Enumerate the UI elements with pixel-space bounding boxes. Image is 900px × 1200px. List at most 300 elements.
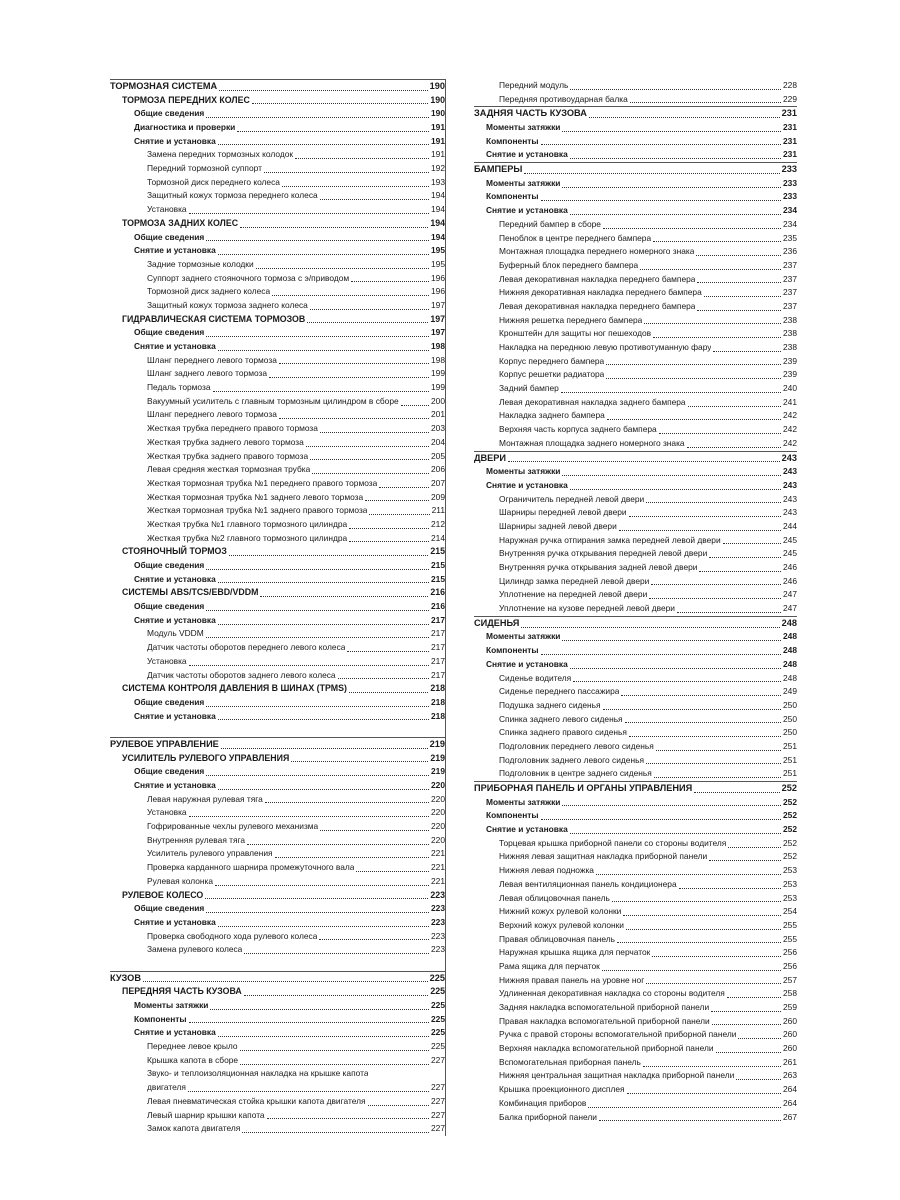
toc-item[interactable]	[474, 437, 797, 451]
toc-item[interactable]	[110, 1081, 445, 1095]
toc-entry-title: Суппорт заднего стояночного тормоза с э/приводом	[147, 272, 350, 283]
toc-page-number: 220	[431, 807, 445, 818]
toc-item[interactable]	[474, 382, 797, 396]
dot-leader	[640, 269, 781, 270]
toc-page-number: 260	[783, 1029, 797, 1040]
toc-page-number: 194	[431, 204, 445, 215]
dot-leader	[646, 502, 781, 503]
toc-chapter[interactable]	[474, 781, 797, 796]
toc-page-number: 252	[783, 851, 797, 862]
toc-entry-title: Сиденье переднего пассажира	[499, 686, 620, 697]
toc-entry-title: Моменты затяжки	[486, 631, 561, 642]
toc-entry-title: Балка приборной панели	[499, 1111, 597, 1122]
toc-entry-title: Жесткая тормозная трубка №1 заднего левого тормоза	[147, 491, 364, 502]
toc-entry-title: Рулевая колонка	[147, 875, 214, 886]
dot-leader	[619, 530, 781, 531]
dot-leader	[699, 571, 781, 572]
toc-item[interactable]	[474, 933, 797, 947]
toc-entry-title: Сиденье водителя	[499, 672, 572, 683]
toc-subsection[interactable]	[110, 916, 445, 930]
toc-entry-title: Нижняя декоративная накладка переднего бампера	[499, 287, 702, 298]
toc-left-column	[110, 79, 446, 1136]
toc-entry-title: Снятие и установка	[486, 149, 568, 160]
toc-section[interactable]	[110, 545, 445, 559]
toc-page-number: 196	[431, 272, 445, 283]
dot-leader	[320, 432, 429, 433]
dot-leader	[218, 350, 429, 351]
toc-item[interactable]	[474, 699, 797, 713]
toc-entry-title: Моменты затяжки	[486, 122, 561, 133]
toc-item[interactable]	[110, 285, 445, 299]
toc-entry-title: Верхний кожух рулевой колонки	[499, 919, 624, 930]
toc-item[interactable]	[110, 258, 445, 272]
toc-subsection[interactable]	[474, 644, 797, 658]
dot-leader	[240, 227, 428, 228]
toc-section[interactable]	[110, 313, 445, 327]
toc-item[interactable]	[474, 946, 797, 960]
toc-item[interactable]	[474, 1056, 797, 1070]
dot-leader	[256, 268, 429, 269]
toc-item[interactable]	[110, 354, 445, 368]
toc-item[interactable]	[110, 518, 445, 532]
toc-item[interactable]	[474, 685, 797, 699]
toc-subsection[interactable]	[110, 710, 445, 724]
toc-item[interactable]	[110, 875, 445, 889]
toc-page-number: 217	[431, 669, 445, 680]
toc-item[interactable]	[474, 713, 797, 727]
dot-leader	[570, 214, 781, 215]
toc-subsection[interactable]	[110, 765, 445, 779]
dot-leader	[646, 763, 781, 764]
toc-page-number: 258	[783, 988, 797, 999]
toc-entry-title: Корпус решетки радиатора	[499, 369, 605, 380]
toc-item[interactable]	[474, 355, 797, 369]
toc-item[interactable]	[474, 1083, 797, 1097]
toc-entry-title: СИСТЕМЫ ABS/TCS/EBD/VDDM	[122, 587, 259, 598]
toc-item[interactable]	[474, 1070, 797, 1084]
toc-page-number: 245	[783, 548, 797, 559]
toc-subsection[interactable]	[474, 177, 797, 191]
toc-subsection[interactable]	[110, 779, 445, 793]
dot-leader	[562, 187, 781, 188]
toc-page-number: 218	[431, 710, 445, 721]
toc-item[interactable]	[474, 534, 797, 548]
toc-page-number: 219	[429, 738, 445, 749]
toc-item[interactable]	[474, 245, 797, 259]
toc-item[interactable]	[110, 463, 445, 477]
toc-item[interactable]	[474, 79, 797, 93]
toc-item[interactable]	[474, 878, 797, 892]
dot-leader	[623, 915, 781, 916]
toc-item[interactable]	[474, 1111, 797, 1125]
toc-entry-title: Левая вентиляционная панель кондиционера	[499, 878, 677, 889]
toc-subsection[interactable]	[110, 121, 445, 135]
toc-entry-title: Спинка заднего правого сиденья	[499, 727, 627, 738]
toc-item[interactable]	[474, 327, 797, 341]
toc-item[interactable]	[110, 943, 445, 957]
toc-item[interactable]	[474, 1015, 797, 1029]
toc-entry-title: ПЕРЕДНЯЯ ЧАСТЬ КУЗОВА	[122, 986, 242, 997]
toc-page-number: 237	[783, 287, 797, 298]
toc-item[interactable]	[110, 190, 445, 204]
toc-item[interactable]	[110, 272, 445, 286]
toc-item[interactable]	[110, 436, 445, 450]
toc-subsection[interactable]	[474, 121, 797, 135]
toc-entry-title: Компоненты	[486, 645, 539, 656]
toc-item[interactable]	[474, 754, 797, 768]
toc-page-number: 194	[431, 190, 445, 201]
toc-entry-title: Подголовник переднего левого сиденья	[499, 740, 654, 751]
dot-leader	[379, 487, 429, 488]
toc-item[interactable]	[474, 837, 797, 851]
toc-page-number: 227	[431, 1054, 445, 1065]
toc-item[interactable]	[474, 232, 797, 246]
toc-item[interactable]	[474, 1028, 797, 1042]
toc-subsection[interactable]	[110, 559, 445, 573]
toc-chapter[interactable]	[110, 79, 445, 94]
toc-entry-title: Жесткая тормозная трубка №1 заднего правого тормоза	[147, 505, 368, 516]
toc-item[interactable]	[474, 864, 797, 878]
toc-chapter[interactable]	[474, 451, 797, 466]
toc-page-number: 254	[783, 906, 797, 917]
toc-item[interactable]	[474, 919, 797, 933]
toc-subsection[interactable]	[474, 479, 797, 493]
section-gap	[110, 957, 445, 971]
toc-subsection[interactable]	[474, 658, 797, 672]
toc-subsection[interactable]	[110, 340, 445, 354]
toc-item[interactable]	[110, 1122, 445, 1136]
toc-page-number: 259	[783, 1002, 797, 1013]
toc-subsection[interactable]	[474, 631, 797, 645]
toc-subsection[interactable]	[474, 823, 797, 837]
dot-leader	[401, 405, 429, 406]
toc-item[interactable]	[474, 575, 797, 589]
toc-subsection[interactable]	[474, 796, 797, 810]
dot-leader	[189, 213, 429, 214]
dot-leader	[264, 172, 429, 173]
dot-leader	[291, 761, 428, 762]
toc-subsection[interactable]	[474, 465, 797, 479]
dot-leader	[279, 363, 429, 364]
toc-item[interactable]	[110, 806, 445, 820]
toc-entry-title: Левая облицовочная панель	[499, 892, 610, 903]
toc-page-number: 206	[431, 464, 445, 475]
toc-page-number: 197	[431, 327, 445, 338]
toc-entry-title: Общие сведения	[134, 903, 205, 914]
dot-leader	[312, 473, 429, 474]
toc-subsection[interactable]	[110, 600, 445, 614]
toc-page-number: 252	[781, 783, 797, 794]
toc-item[interactable]	[474, 273, 797, 287]
toc-item[interactable]	[474, 851, 797, 865]
toc-entry-title: Кронштейн для защиты ног пешеходов	[499, 328, 652, 339]
dot-leader	[240, 1064, 429, 1065]
toc-entry-title: Снятие и установка	[134, 710, 216, 721]
toc-entry-title: Ограничитель передней левой двери	[499, 493, 645, 504]
dot-leader	[679, 888, 781, 889]
toc-item[interactable]	[474, 987, 797, 1001]
toc-section[interactable]	[110, 94, 445, 108]
toc-entry-title: Установка	[147, 204, 187, 215]
toc-entry-title: Замена передних тормозных колодок	[147, 149, 294, 160]
toc-subsection[interactable]	[474, 148, 797, 162]
toc-entry-title: Правая накладка вспомогательной приборной панели	[499, 1015, 710, 1026]
toc-page-number: 241	[783, 396, 797, 407]
dot-leader	[189, 1022, 430, 1023]
dot-leader	[697, 282, 781, 283]
toc-page-number: 238	[783, 314, 797, 325]
toc-item[interactable]	[110, 1095, 445, 1109]
toc-page-number: 247	[783, 603, 797, 614]
toc-entry-title: Внутренняя рулевая тяга	[147, 834, 246, 845]
toc-item[interactable]	[474, 520, 797, 534]
toc-item[interactable]	[110, 409, 445, 423]
toc-item[interactable]	[110, 450, 445, 464]
toc-entry-title: Жесткая тормозная трубка №1 переднего правого тормоза	[147, 477, 378, 488]
toc-entry-title: Левый шарнир крышки капота	[147, 1109, 265, 1120]
toc-item[interactable]	[110, 148, 445, 162]
dot-leader	[265, 802, 429, 803]
dot-leader	[206, 706, 429, 707]
toc-page-number: 239	[783, 355, 797, 366]
toc-subsection[interactable]	[110, 244, 445, 258]
toc-entry-title: Пеноблок в центре переднего бампера	[499, 232, 652, 243]
toc-item[interactable]	[110, 504, 445, 518]
toc-entry-title: Нижняя правая панель на уровне ног	[499, 974, 645, 985]
toc-page-number: 242	[783, 410, 797, 421]
toc-page-number: 248	[781, 617, 797, 628]
toc-page-number: 237	[783, 273, 797, 284]
toc-entry-title: Верхняя часть корпуса заднего бампера	[499, 424, 657, 435]
toc-entry-title: Вакуумный усилитель с главным тормозным цилиндром в сборе	[147, 395, 399, 406]
toc-chapter[interactable]	[110, 737, 445, 752]
toc-item[interactable]	[110, 1040, 445, 1054]
toc-item[interactable]	[474, 341, 797, 355]
toc-subsection[interactable]	[474, 204, 797, 218]
dot-leader	[687, 447, 781, 448]
toc-item[interactable]	[474, 726, 797, 740]
toc-page-number: 242	[783, 437, 797, 448]
toc-item[interactable]	[474, 740, 797, 754]
toc-entry-title: Наружная крышка ящика для перчаток	[499, 947, 651, 958]
toc-section[interactable]	[110, 217, 445, 231]
toc-chapter[interactable]	[474, 106, 797, 121]
toc-item[interactable]	[474, 396, 797, 410]
toc-entry-title: Уплотнение на передней левой двери	[499, 589, 648, 600]
toc-page-number: 263	[783, 1070, 797, 1081]
toc-item[interactable]	[474, 960, 797, 974]
toc-chapter[interactable]	[110, 971, 445, 986]
toc-entry-title: Снятие и установка	[134, 780, 216, 791]
toc-item[interactable]	[110, 641, 445, 655]
toc-subsection[interactable]	[110, 614, 445, 628]
toc-entry-title: Левая декоративная накладка переднего бампера	[499, 273, 696, 284]
toc-item[interactable]	[110, 532, 445, 546]
toc-item[interactable]	[474, 300, 797, 314]
toc-page-number: 231	[783, 122, 797, 133]
toc-entry-title: Снятие и установка	[134, 916, 216, 927]
toc-item[interactable]	[110, 1109, 445, 1123]
toc-item[interactable]	[110, 793, 445, 807]
toc-entry-title: Внутренняя ручка открывания передней левой двери	[499, 548, 708, 559]
toc-item[interactable]	[110, 861, 445, 875]
toc-page-number: 239	[783, 369, 797, 380]
toc-page-number: 203	[431, 423, 445, 434]
toc-page-number: 238	[783, 328, 797, 339]
toc-entry-title: Левая декоративная накладка переднего бампера	[499, 300, 696, 311]
toc-item[interactable]	[474, 547, 797, 561]
dot-leader	[218, 582, 429, 583]
dot-leader	[247, 844, 429, 845]
toc-item[interactable]	[110, 820, 445, 834]
dot-leader	[188, 1091, 429, 1092]
toc-page-number: 255	[783, 919, 797, 930]
toc-page-number: 227	[431, 1095, 445, 1106]
toc-item[interactable]	[474, 314, 797, 328]
dot-leader	[599, 1120, 781, 1121]
toc-page-number: 225	[431, 1000, 445, 1011]
toc-subsection[interactable]	[110, 1013, 445, 1027]
toc-entry-title: ГИДРАВЛИЧЕСКАЯ СИСТЕМА ТОРМОЗОВ	[122, 313, 306, 324]
toc-page-number: 255	[783, 933, 797, 944]
toc-item[interactable]	[110, 203, 445, 217]
toc-page-number: 244	[783, 520, 797, 531]
toc-item[interactable]	[474, 892, 797, 906]
dot-leader	[727, 997, 781, 998]
toc-item[interactable]	[474, 259, 797, 273]
dot-leader	[573, 681, 781, 682]
toc-entry-title: Общие сведения	[134, 601, 205, 612]
toc-subsection[interactable]	[110, 999, 445, 1013]
toc-section[interactable]	[110, 985, 445, 999]
toc-item[interactable]	[110, 491, 445, 505]
toc-page-number: 220	[431, 793, 445, 804]
toc-subsection[interactable]	[110, 696, 445, 710]
toc-subsection[interactable]	[110, 1026, 445, 1040]
toc-item[interactable]	[110, 477, 445, 491]
toc-page-number: 191	[431, 149, 445, 160]
toc-entry-title: Задняя накладка вспомогательной приборной панели	[499, 1002, 710, 1013]
toc-entry-title: Снятие и установка	[134, 614, 216, 625]
toc-item[interactable]	[474, 423, 797, 437]
toc-subsection[interactable]	[110, 573, 445, 587]
toc-item[interactable]	[474, 410, 797, 424]
toc-item[interactable]	[474, 767, 797, 781]
toc-item[interactable]	[110, 848, 445, 862]
toc-subsection[interactable]	[110, 135, 445, 149]
toc-entry-title: Компоненты	[486, 810, 539, 821]
toc-page-number: 260	[783, 1043, 797, 1054]
toc-item[interactable]	[474, 506, 797, 520]
dot-leader	[206, 240, 429, 241]
toc-item[interactable]	[474, 1001, 797, 1015]
toc-subsection[interactable]	[474, 809, 797, 823]
toc-entry-title: Левая наружная рулевая тяга	[147, 793, 263, 804]
toc-page-number: 252	[783, 810, 797, 821]
toc-item[interactable]	[474, 93, 797, 107]
toc-section[interactable]	[110, 682, 445, 696]
dot-leader	[349, 541, 429, 542]
toc-subsection[interactable]	[474, 191, 797, 205]
toc-item[interactable]	[474, 286, 797, 300]
dot-leader	[688, 406, 781, 407]
toc-page-number: 209	[431, 491, 445, 502]
toc-page-number: 217	[431, 614, 445, 625]
toc-section[interactable]	[110, 586, 445, 600]
toc-item[interactable]	[474, 602, 797, 616]
toc-subsection[interactable]	[474, 135, 797, 149]
toc-section[interactable]	[110, 752, 445, 766]
toc-page-number: 251	[783, 740, 797, 751]
toc-item[interactable]	[474, 368, 797, 382]
toc-item[interactable]	[110, 381, 445, 395]
toc-item[interactable]	[110, 1054, 445, 1068]
toc-item[interactable]	[110, 669, 445, 683]
toc-subsection[interactable]	[110, 107, 445, 121]
dot-leader	[656, 750, 781, 751]
toc-item[interactable]	[110, 422, 445, 436]
toc-item[interactable]	[110, 367, 445, 381]
toc-item[interactable]	[110, 395, 445, 409]
toc-entry-title: Моменты затяжки	[486, 796, 561, 807]
dot-leader	[712, 1024, 781, 1025]
toc-section[interactable]	[110, 889, 445, 903]
toc-page-number: 225	[431, 1027, 445, 1038]
toc-page-number: 248	[783, 658, 797, 669]
toc-entry-title: Передняя противоударная балка	[499, 93, 628, 104]
dot-leader	[570, 489, 781, 490]
dot-leader	[643, 1066, 781, 1067]
toc-entry-title: Жесткая трубка заднего левого тормоза	[147, 436, 304, 447]
toc-item[interactable]	[110, 162, 445, 176]
toc-page-number: 195	[431, 245, 445, 256]
toc-item[interactable]	[110, 930, 445, 944]
toc-subsection[interactable]	[110, 231, 445, 245]
toc-item[interactable]	[474, 1042, 797, 1056]
toc-entry-title: Звуко- и теплоизоляционная накладка на крышке капота	[147, 1068, 369, 1079]
toc-page-number: 199	[431, 382, 445, 393]
toc-chapter[interactable]	[474, 162, 797, 177]
toc-item[interactable]	[110, 655, 445, 669]
toc-item[interactable]	[474, 588, 797, 602]
toc-entry-title: Жесткая трубка №2 главного тормозного цилиндра	[147, 532, 348, 543]
dot-leader	[206, 569, 429, 570]
toc-entry-title: Снятие и установка	[486, 658, 568, 669]
toc-subsection[interactable]	[110, 326, 445, 340]
toc-item[interactable]	[474, 974, 797, 988]
toc-page-number: 233	[783, 191, 797, 202]
toc-item[interactable]	[110, 628, 445, 642]
dot-leader	[206, 336, 429, 337]
toc-entry-title: Накладка на переднюю левую противотуманную фару	[499, 342, 712, 353]
toc-item[interactable]	[110, 299, 445, 313]
toc-entry-title: Передний бампер в сборе	[499, 218, 601, 229]
toc-item[interactable]	[110, 176, 445, 190]
toc-item[interactable]	[474, 218, 797, 232]
toc-item[interactable]	[474, 561, 797, 575]
toc-item[interactable]	[474, 493, 797, 507]
toc-item[interactable]	[110, 834, 445, 848]
toc-entry-title: Монтажная площадка переднего номерного знака	[499, 246, 695, 257]
toc-subsection[interactable]	[110, 902, 445, 916]
toc-item[interactable]	[110, 1068, 445, 1082]
toc-entry-title: Нижний кожух рулевой колонки	[499, 906, 622, 917]
toc-item[interactable]	[474, 1097, 797, 1111]
toc-chapter[interactable]	[474, 616, 797, 631]
toc-page-number: 227	[431, 1109, 445, 1120]
toc-item[interactable]	[474, 672, 797, 686]
toc-item[interactable]	[474, 905, 797, 919]
